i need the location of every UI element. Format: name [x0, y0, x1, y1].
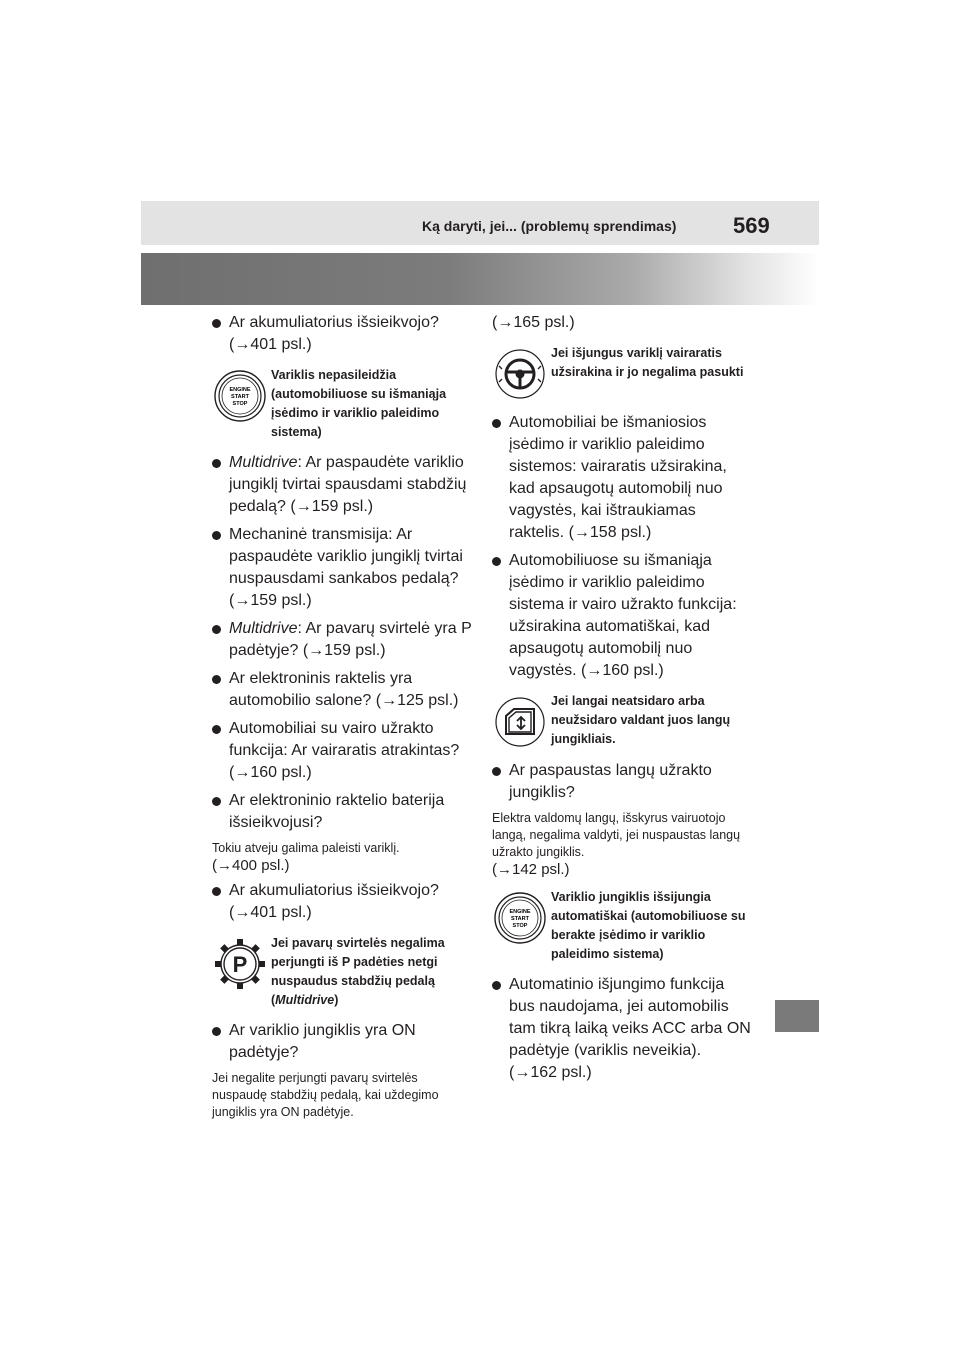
- section-band: [141, 253, 819, 305]
- bullet-icon: [492, 557, 501, 566]
- list-item: Automobiliai su vairo užrakto funkcija: Ar vairaratis atrakintas? (→160 psl.): [212, 718, 472, 784]
- page-reference: (→165 psl.): [492, 314, 575, 331]
- problem-heading: ENGINE START STOP Variklis nepasileidžia (automobiliuose su išmaniąja įsėdimo ir variklio paleidimo sistema): [212, 366, 472, 442]
- bullet-icon: [212, 675, 221, 684]
- gear-p-icon: [212, 936, 268, 992]
- svg-text:P: P: [232, 952, 248, 977]
- note-text: Jei negalite perjungti pavarų svirtelės nuspaudę stabdžių pedalą, kai uždegimo jungiklis yra ON padėtyje.: [212, 1071, 439, 1119]
- bullet-icon: [492, 419, 501, 428]
- bullet-icon: [212, 531, 221, 540]
- svg-text:START: START: [511, 916, 529, 922]
- bullet-icon: [492, 767, 501, 776]
- problem-heading: Jei langai neatsidaro arba neužsidaro valdant juos langų jungikliais.: [492, 692, 752, 750]
- list-item: Ar elektroninis raktelis yra automobilio salone? (→125 psl.): [212, 668, 472, 712]
- problem-heading: Jei išjungus variklį vairaratis užsirakina ir jo negalima pasukti: [492, 344, 752, 402]
- svg-text:START: START: [231, 394, 249, 400]
- list-item: Automatinio išjungimo funkcija bus naudojama, jei automobilis tam tikrą laiką veiks ACC arba ON padėtyje (variklis neveikia). (→162 psl.): [492, 974, 752, 1084]
- svg-text:STOP: STOP: [512, 923, 528, 929]
- svg-text:ENGINE: ENGINE: [229, 387, 251, 393]
- list-item: Ar variklio jungiklis yra ON padėtyje?: [212, 1020, 472, 1064]
- page-title: Ką daryti, jei... (problemų sprendimas): [422, 218, 677, 234]
- steering-wheel-icon: [492, 346, 548, 402]
- svg-text:ENGINE: ENGINE: [509, 909, 531, 915]
- page-number: 569: [733, 213, 770, 238]
- problem-heading: ENGINE START STOP Variklio jungiklis išsijungia automatiškai (automobiliuose su berakte įsėdimo ir variklio paleidimo sistema): [492, 888, 752, 964]
- list-item: Ar elektroninio raktelio baterija išsieikvojusi?: [212, 790, 472, 834]
- problem-heading: P Jei pavarų svirtelės negalima perjungti iš P padėties netgi nuspaudus stabdžių pedalą (Multidrive): [212, 934, 472, 1010]
- list-item: Ar paspaustas langų užrakto jungiklis?: [492, 760, 752, 804]
- bullet-icon: [492, 981, 501, 990]
- engine-start-stop-icon: [212, 368, 268, 424]
- svg-text:STOP: STOP: [232, 401, 248, 407]
- list-item: Automobiliuose su išmaniąja įsėdimo ir variklio paleidimo sistema ir vairo užrakto funkcija: užsirakina automatiškai, kad apsaugotų automobilį nuo vagystės. (→160 psl.): [492, 550, 752, 682]
- note-text: Elektra valdomų langų, išskyrus vairuotojo langą, negalima valdyti, jei nuspaustas langų užrakto jungiklis. (→142 psl.): [492, 811, 741, 878]
- chapter-tab: [775, 1000, 819, 1032]
- list-item: Mechaninė transmisija: Ar paspaudėte variklio jungiklį tvirtai nuspausdami sankabos pedalą? (→159 psl.): [212, 524, 472, 612]
- bullet-icon: [212, 887, 221, 896]
- list-item: Multidrive: Ar paspaudėte variklio jungiklį tvirtai spausdami stabdžių pedalą? (→159 psl.): [212, 452, 472, 518]
- list-item: Ar akumuliatorius išsieikvojo? (→401 psl.): [212, 880, 472, 924]
- bullet-icon: [212, 797, 221, 806]
- list-item: Ar akumuliatorius išsieikvojo? (→401 psl.): [212, 312, 472, 356]
- window-icon: [492, 694, 548, 750]
- list-item: Automobiliai be išmaniosios įsėdimo ir variklio paleidimo sistemos: vairaratis užsirakina, kad apsaugotų automobilį nuo vagystės, kai ištraukiamas raktelis. (→158 psl.): [492, 412, 752, 544]
- bullet-icon: [212, 725, 221, 734]
- list-item: Multidrive: Ar pavarų svirtelė yra P padėtyje? (→159 psl.): [212, 618, 472, 662]
- bullet-icon: [212, 1027, 221, 1036]
- left-column: [212, 312, 472, 1127]
- bullet-icon: [212, 625, 221, 634]
- engine-start-stop-icon: [492, 890, 548, 946]
- note-text: Tokiu atveju galima paleisti variklį. (→400 psl.): [212, 841, 400, 874]
- bullet-icon: [212, 319, 221, 328]
- right-column: [492, 312, 752, 1090]
- bullet-icon: [212, 459, 221, 468]
